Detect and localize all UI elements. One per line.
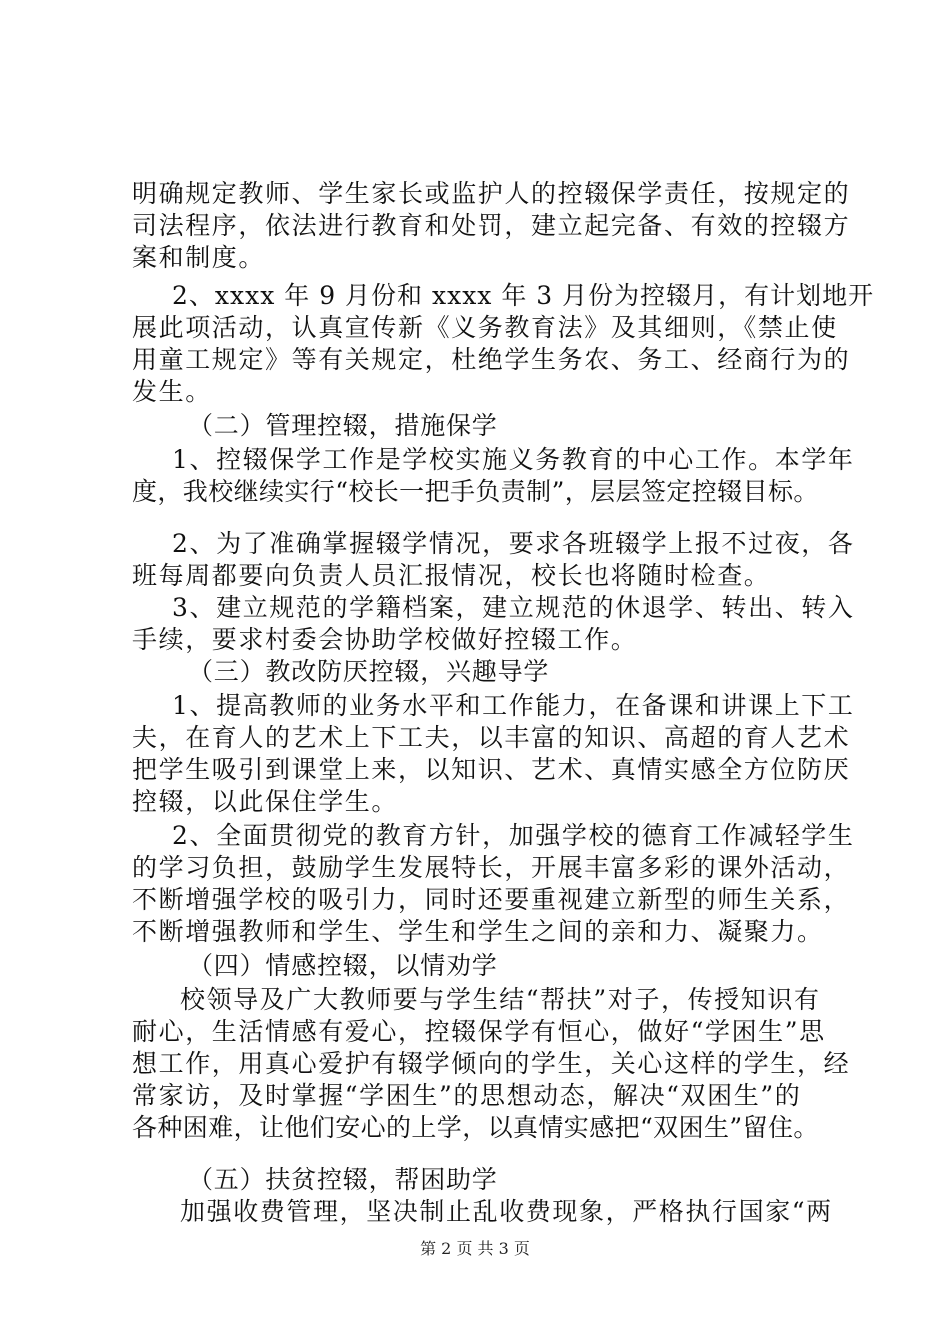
text-line: 3、建立规范的学籍档案，建立规范的休退学、转出、转入	[172, 593, 855, 622]
text-line: 发生。	[132, 377, 212, 406]
text-line: 各种困难，让他们安心的上学，以真情实感把“双困生”留住。	[132, 1113, 819, 1142]
page-footer: 第 2 页 共 3 页	[420, 1239, 530, 1258]
text-line: 1、控辍保学工作是学校实施义务教育的中心工作。本学年	[172, 445, 855, 474]
text-line: 控辍，以此保住学生。	[132, 787, 399, 816]
text-line: 加强收费管理，坚决制止乱收费现象，严格执行国家“两	[180, 1197, 833, 1226]
text-line: 把学生吸引到课堂上来，以知识、艺术、真情实感全方位防厌	[132, 755, 851, 784]
text-line: （二）管理控辍，措施保学	[188, 411, 498, 440]
text-line: 展此项活动，认真宣传新《义务教育法》及其细则，《禁止使	[132, 313, 838, 342]
text-line: 案和制度。	[132, 243, 266, 272]
text-line: 司法程序，依法进行教育和处罚，建立起完备、有效的控辍方	[132, 211, 851, 240]
text-line: 不断增强教师和学生、学生和学生之间的亲和力、凝聚力。	[132, 917, 824, 946]
text-line: 手续，要求村委会协助学校做好控辍工作。	[132, 625, 638, 654]
text-line: 校领导及广大教师要与学生结“帮扶”对子，传授知识有	[180, 985, 821, 1014]
text-line: 耐心，生活情感有爱心，控辍保学有恒心，做好“学困生”思	[132, 1017, 826, 1046]
text-line: 1、提高教师的业务水平和工作能力，在备课和讲课上下工	[172, 691, 855, 720]
text-line: 用童工规定》等有关规定，杜绝学生务农、务工、经商行为的	[132, 345, 851, 374]
text-line: 2、全面贯彻党的教育方针，加强学校的德育工作减轻学生	[172, 821, 855, 850]
text-line: 2、xxxx 年 9 月份和 xxxx 年 3 月份为控辍月，有计划地开	[172, 281, 875, 310]
text-line: 常家访，及时掌握“学困生”的思想动态，解决“双困生”的	[132, 1081, 802, 1110]
text-line: 明确规定教师、学生家长或监护人的控辍保学责任，按规定的	[132, 179, 851, 208]
text-line: 班每周都要向负责人员汇报情况，校长也将随时检查。	[132, 561, 771, 590]
text-line: （五）扶贫控辍，帮困助学	[188, 1165, 498, 1194]
text-line: 度，我校继续实行“校长一把手负责制”，层层签定控辍目标。	[132, 477, 819, 506]
text-line: 2、为了准确掌握辍学情况，要求各班辍学上报不过夜，各	[172, 529, 855, 558]
text-line: （四）情感控辍，以情劝学	[188, 951, 498, 980]
text-line: 的学习负担，鼓励学生发展特长，开展丰富多彩的课外活动，	[132, 853, 851, 882]
text-line: （三）教改防厌控辍，兴趣导学	[188, 657, 550, 686]
text-line: 不断增强学校的吸引力，同时还要重视建立新型的师生关系，	[132, 885, 851, 914]
text-line: 夫，在育人的艺术上下工夫，以丰富的知识、高超的育人艺术	[132, 723, 851, 752]
text-line: 想工作，用真心爱护有辍学倾向的学生，关心这样的学生，经	[132, 1049, 851, 1078]
